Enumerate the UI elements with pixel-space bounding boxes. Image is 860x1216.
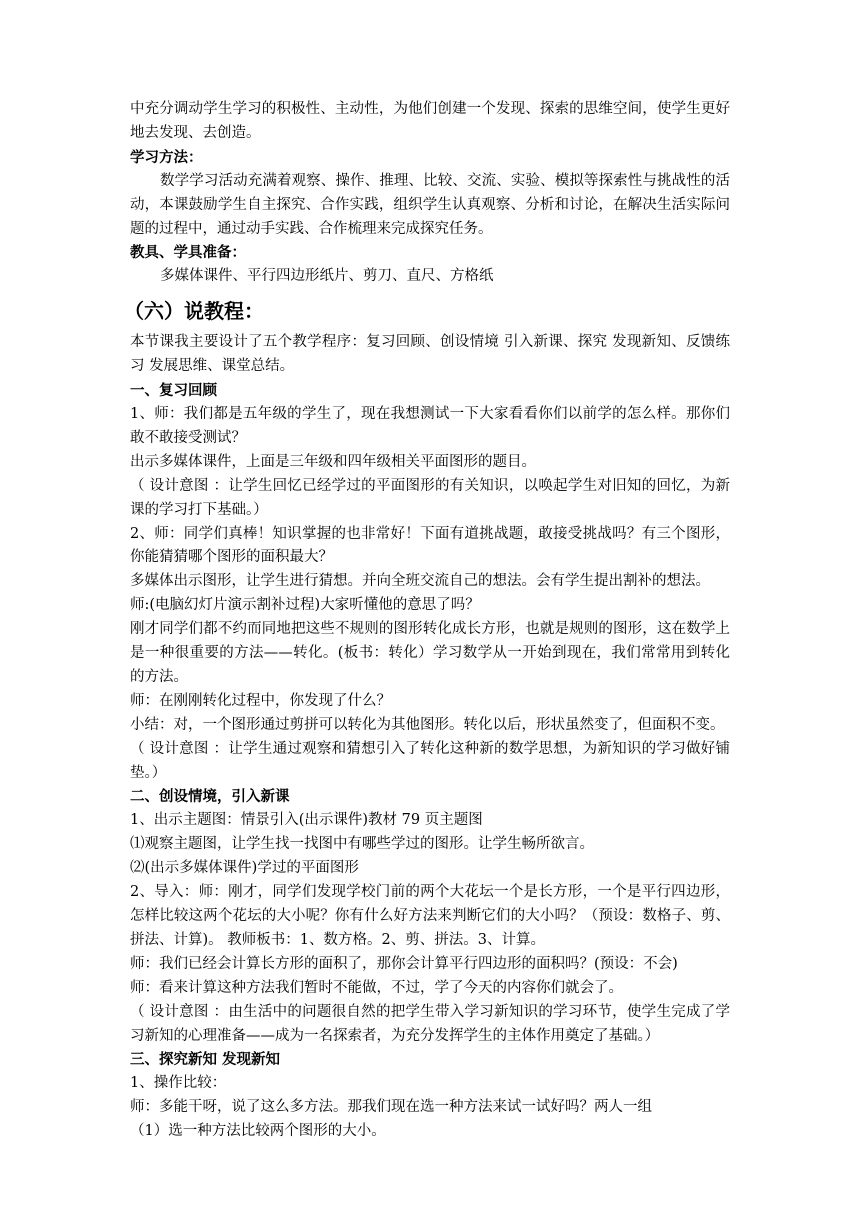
explore-paragraph: 师：多能干呀，说了这么多方法。那我们现在选一种方法来试一试好吗？两人一组 <box>130 1099 652 1116</box>
scenario-paragraph: 师：我们已经会计算长方形的面积了，那你会计算平行四边形的面积吗？(预设：不会) <box>130 955 678 972</box>
heading-explore: 三、探究新知 发现新知 <box>130 1051 281 1069</box>
teaching-tools-paragraph: 多媒体课件、平行四边形纸片、剪刀、直尺、方格纸 <box>160 268 494 285</box>
design-intent-paragraph: （ 设计意图 ：由生活中的问题很自然的把学生带入学习新知识的学习环节，使学生完成了学习新知的心理准备——成为一名探索者，为充分发挥学生的主体作用奠定了基础。） <box>130 1003 730 1044</box>
overview-paragraph: 本节课我主要设计了五个教学程序：复习回顾、创设情境 引入新课、探究 发现新知、反馈练习 发展思维、课堂总结。 <box>130 334 730 375</box>
review-paragraph: 出示多媒体课件，上面是三年级和四年级相关平面图形的题目。 <box>130 453 536 470</box>
scenario-paragraph: 师：看来计算这种方法我们暂时不能做，不过，学了今天的内容你们就会了。 <box>130 979 623 996</box>
intro-continuation: 中充分调动学生学习的积极性、主动性，为他们创建一个发现、探索的思维空间，使学生更好地去发现、去创造。 <box>130 101 730 141</box>
heading-learning-method: 学习方法： <box>130 148 203 166</box>
design-intent-paragraph: （ 设计意图 ：让学生通过观察和猜想引入了转化这种新的数学思想，为新知识的学习做好铺垫。） <box>130 740 730 781</box>
section-six-heading: （六）说教程： <box>124 299 264 324</box>
heading-teaching-tools: 教具、学具准备： <box>130 244 246 262</box>
scenario-paragraph: ⑵(出示多媒体课件)学过的平面图形 <box>130 860 359 877</box>
learning-method-paragraph: 数学学习活动充满着观察、操作、推理、比较、交流、实验、模拟等探索性与挑战性的活动，本课鼓励学生自主探究、合作实践，组织学生认真观察、分析和讨论，在解决生活实际问题的过程中，通过动手实践、合作梳理来完成探究任务。 <box>130 172 730 237</box>
design-intent-paragraph: （ 设计意图 ：让学生回忆已经学过的平面图形的有关知识，以唤起学生对旧知的回忆，为新课的学习打下基础。） <box>130 477 730 518</box>
scenario-paragraph: 2、导入：师：刚才，同学们发现学校门前的两个大花坛一个是长方形，一个是平行四边形，怎样比较这两个花坛的大小呢？你有什么好方法来判断它们的大小吗？（预设：数格子、剪、拼法、计算)。 教师板书：1、数方格。2、剪、拼法。3、计算。 <box>130 884 730 948</box>
heading-scenario: 二、创设情境，引入新课 <box>130 788 290 806</box>
review-paragraph: 师:(电脑幻灯片演示割补过程)大家听懂他的意思了吗？ <box>130 597 480 614</box>
document-page <box>124 98 730 1144</box>
explore-paragraph: （1）选一种方法比较两个图形的大小。 <box>130 1123 386 1140</box>
review-paragraph: 1、师：我们都是五年级的学生了，现在我想测试一下大家看看你们以前学的怎么样。那你们敢不敢接受测试？ <box>130 405 730 446</box>
scenario-paragraph: ⑴观察主题图，让学生找一找图中有哪些学过的图形。让学生畅所欲言。 <box>130 836 594 853</box>
explore-paragraph: 1、操作比较： <box>130 1075 227 1092</box>
heading-review: 一、复习回顾 <box>130 382 217 400</box>
review-paragraph: 2、师：同学们真棒！知识掌握的也非常好！下面有道挑战题，敢接受挑战吗？有三个图形，你能猜猜哪个图形的面积最大？ <box>130 525 730 566</box>
review-paragraph: 多媒体出示图形，让学生进行猜想。并向全班交流自己的想法。会有学生提出割补的想法。 <box>130 573 710 590</box>
review-paragraph: 师：在刚刚转化过程中，你发现了什么？ <box>130 692 391 709</box>
review-paragraph: 刚才同学们都不约而同地把这些不规则的图形转化成长方形，也就是规则的图形，这在数学上是一种很重要的方法——转化。(板书：转化）学习数学从一开始到现在，我们常常用到转化的方法。 <box>130 621 730 685</box>
scenario-paragraph: 1、出示主题图：情景引入(出示课件)教材 79 页主题图 <box>130 812 483 829</box>
summary-paragraph: 小结：对，一个图形通过剪拼可以转化为其他图形。转化以后，形状虽然变了，但面积不变。 <box>130 716 725 733</box>
